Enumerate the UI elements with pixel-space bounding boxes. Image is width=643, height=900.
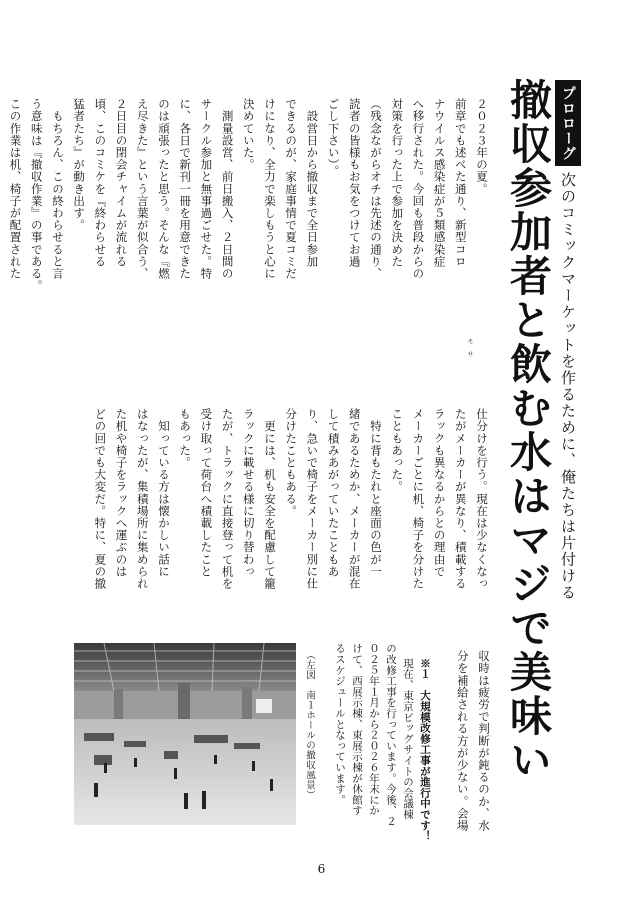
chapter-subtitle: 次のコミックマーケットを作るために、俺たちは片付ける (559, 172, 577, 601)
body-text-top: ２０２３年の夏。 前章でも述べた通り、新型コロ ナウイルス感染症が５類感染症 へ移行された。今回も普段からの 対策を行った上で参加を決めた （残念ながらオチは先述の通り、 読者の皆様もお気をつけてお過 ごし下さい）。 設営日から撤収まで全日参加 できるのが、家庭事情で夏コミだ けになり、全力で楽しもうと心に 決めていた。 測量設営、前日搬入、２日間の サークル参加と無事過ごせた。特 に、各日で新刊一冊を用意できた のは頑張ったと思う。そんな『燃 え尽きた』という言葉が似合う、 ２日目の閉会チャイムが流れる 頃、このコミケを『終わらせる 猛者たち』が動き出す。 もちろん、この終わらせると言 う意味は『撤収作業』の事である。 この作業は机、椅子が配置された (8, 98, 489, 292)
ruby-annotation: モ サ (466, 338, 473, 358)
footnote-box (314, 643, 450, 841)
body-text-right: 収時は疲労で判断が鈍るのか、水 分を補給される方が少ない。会場 (455, 650, 491, 832)
hall-teardown-photo (74, 643, 296, 825)
hall-photo-image (74, 643, 296, 825)
body-text-middle: 仕分けを行う。現在は少なくなっ たがメーカーが異なり、積載する ラックも異なるからとの理由で メーカーごとに机、椅子を分けた こともあった。 特に背もたれと座面の色が一 緒であるためか、メーカーが混在 して積みあがっていたこともあ り、急いで椅子をメーカー別に仕 分けたこともある。 更には、机も安全を配慮して籠 ラックに載せる様に切り替わっ たが、トラックに直接登って机を 受け取って荷台へ積載したこと もあった。 知っている方は懐かしい話に はなったが、集積場所に集められ た机や椅子をラックへ運ぶのは どの回でも大変だ。特に、夏の撤 (93, 408, 489, 590)
chapter-title: 撤収参加者と飲む水はマジで美味い (504, 78, 553, 782)
page-number: 6 (317, 862, 326, 876)
footnote-title: ※１ 大規模改修工事が進行中です！ (419, 657, 431, 842)
prologue-label: プロローグ (560, 85, 576, 161)
prologue-badge (555, 80, 581, 166)
footnote-body: 現在、東京ビッグサイトの会議棟 の改修工事を行っています。今後、２ ０２５年１月から２０２６年末にか けて、西展示棟、東展示棟が休館す るスケジュールとなっています。 (334, 643, 414, 827)
photo-caption: （左図 南１ホールの撤収風景） (304, 650, 315, 800)
